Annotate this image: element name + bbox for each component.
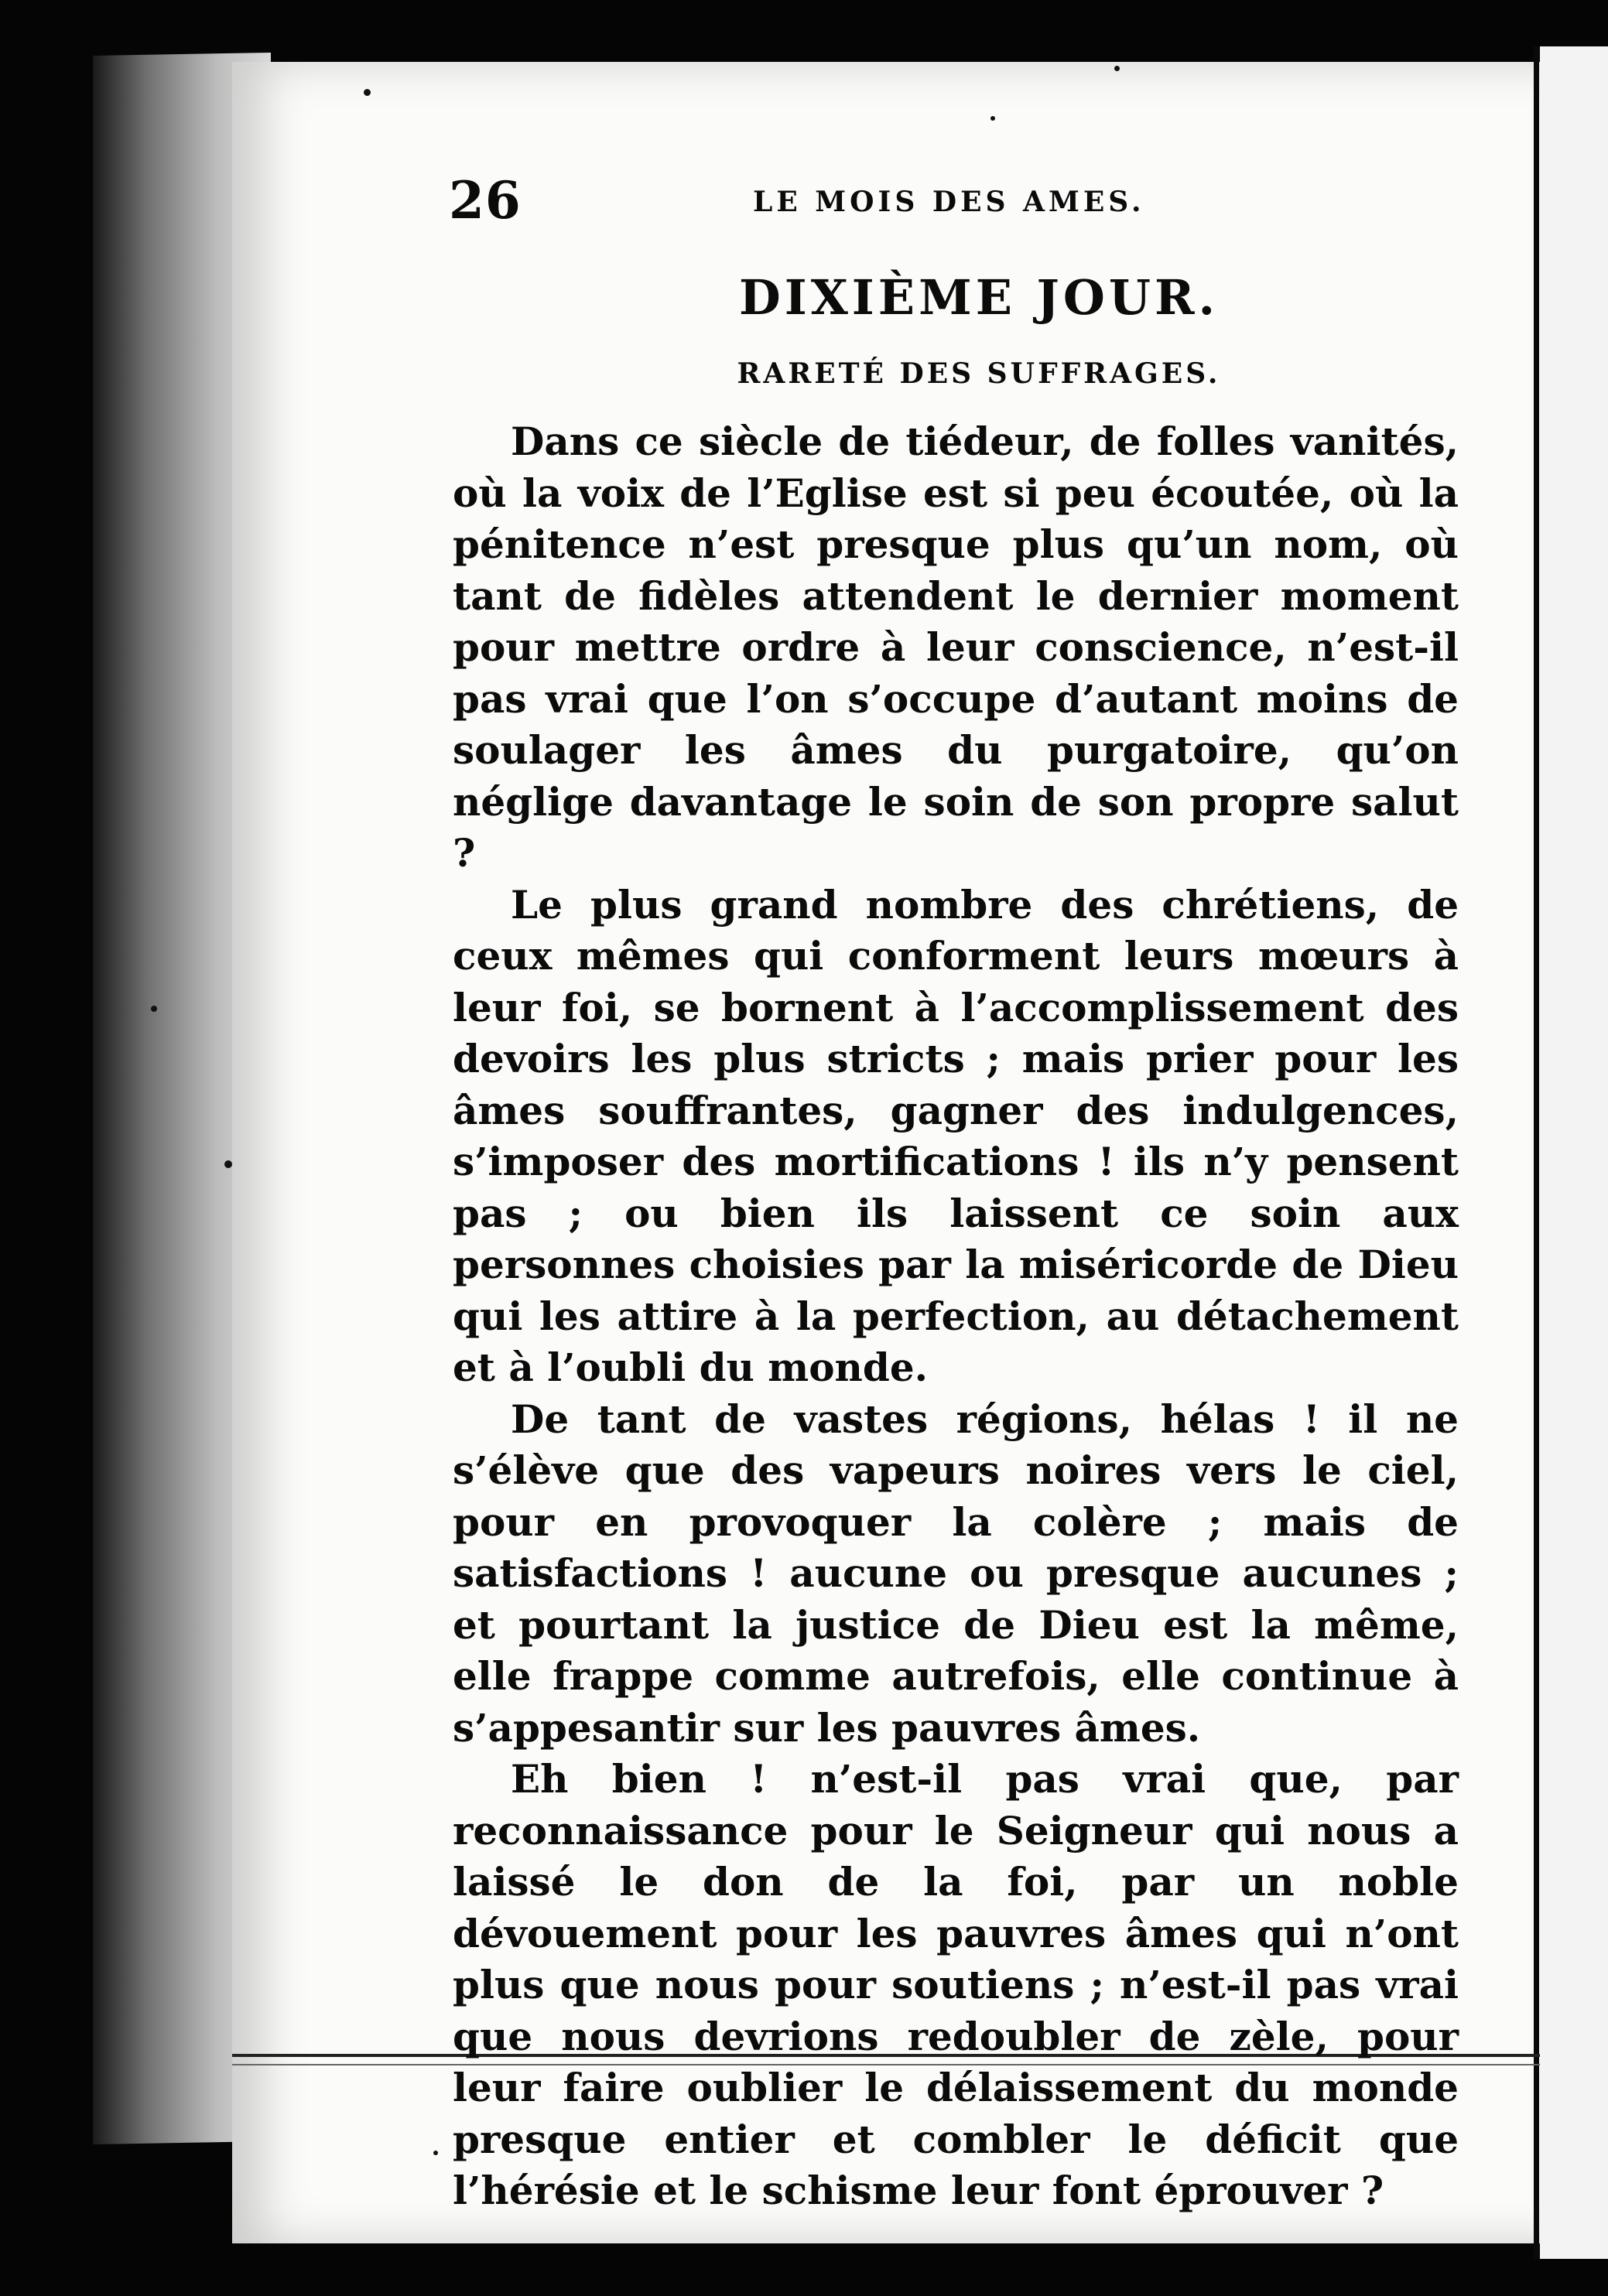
paragraph: Dans ce siècle de tiédeur, de folles vanités, où la voix de l’Eglise est si peu écoutée, où la pénitence n’est presque plus qu’un nom, où tant de fidèles attendent le dernier moment pour mettre ordre à leur conscience, n’est-il pas vrai que l’on s’occupe d’autant moins de soulager les âmes du purgatoire, qu’on néglige davantage le soin de son propre salut ? <box>453 419 1459 876</box>
dust-speck <box>433 2151 438 2155</box>
dust-speck <box>990 116 995 121</box>
dust-speck <box>364 89 371 96</box>
page-number: 26 <box>449 170 522 231</box>
paragraph: Eh bien ! n’est-il pas vrai que, par reconnaissance pour le Seigneur qui nous a laissé le don de la foi, par un noble dévouement pour les pauvres âmes qui n’ont plus que nous pour soutiens ; n’est-il pas vrai que nous devrions redoubler de zèle, pour leur faire oublier le délaissement du monde presque entier et combler le déficit que l’hérésie et le schisme leur font éprouver ? <box>453 1756 1459 2213</box>
dust-speck <box>151 1006 157 1012</box>
section-title: RARETÉ DES SUFFRAGES. <box>737 357 1221 390</box>
right-border-line <box>1534 46 1539 2259</box>
dust-speck <box>1114 66 1120 71</box>
page-text-block <box>449 155 1459 2213</box>
paragraph: Le plus grand nombre des chrétiens, de ceux mêmes qui conforment leurs mœurs à leur foi, se bornent à l’accomplissement des devoirs les plus stricts ; mais prier pour les âmes souffrantes, gagner des indulgences, s’imposer des mortifications ! ils n’y pensent pas ; ou bien ils laissent ce soin aux personnes choisies par la miséricorde de Dieu qui les attire à la perfection, au détachement et à l’oubli du monde. <box>453 881 1459 1390</box>
running-title: LE MOIS DES AMES. <box>753 186 1145 218</box>
chapter-title: DIXIÈME JOUR. <box>738 269 1220 326</box>
running-head <box>449 155 1459 231</box>
paragraph: De tant de vastes régions, hélas ! il ne s’élève que des vapeurs noires vers le ciel, pour en provoquer la colère ; mais de satisfactions ! aucune ou presque aucunes ; et pourtant la justice de Dieu est la même, elle frappe comme autrefois, elle continue à s’appesantir sur les pauvres âmes. <box>453 1396 1459 1751</box>
dust-speck <box>224 1160 232 1168</box>
body-text <box>453 416 1459 2217</box>
right-margin-strip <box>1540 46 1608 2259</box>
